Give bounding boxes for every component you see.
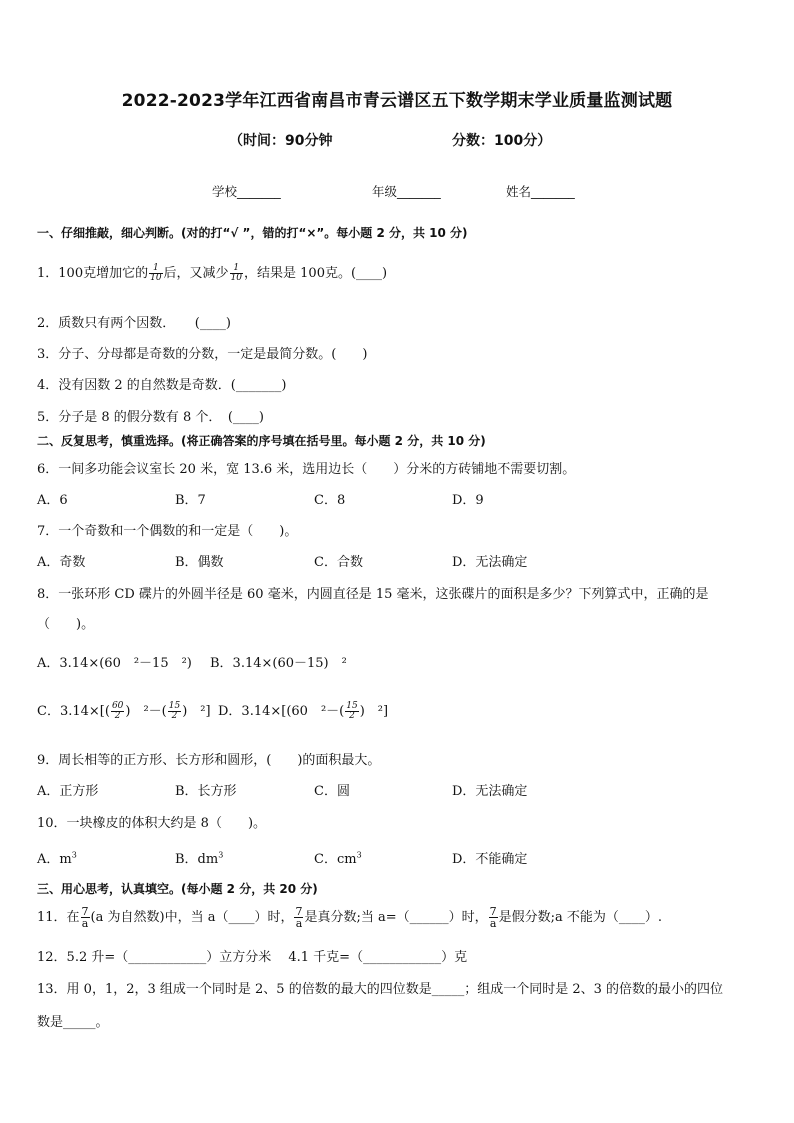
exponent: 3 <box>356 850 362 860</box>
q6-option-b: B．7 <box>175 493 206 508</box>
q8-c-pre: C．3.14×[( <box>37 704 110 719</box>
q9-option-b: B．长方形 <box>175 784 237 799</box>
denominator: 2 <box>349 711 355 721</box>
q6-option-c: C．8 <box>314 493 346 508</box>
fraction <box>149 264 162 283</box>
question-13-cont: 数是_____。 <box>37 1015 109 1030</box>
question-3: 3．分子、分母都是奇数的分数，一定是最简分数。( ) <box>37 347 368 362</box>
denominator: 10 <box>150 273 162 283</box>
numerator: 7 <box>295 905 303 918</box>
q11-part1: (a 为自然数)中，当 a（____）时， <box>90 910 294 925</box>
question-9: 9．周长相等的正方形、长方形和圆形，( )的面积最大。 <box>37 753 381 768</box>
numerator: 1 <box>149 264 162 274</box>
q11-pre: 11．在 <box>37 910 80 925</box>
exponent: 3 <box>218 850 224 860</box>
page-title: 2022-2023学年江西省南昌市青云谱区五下数学期末学业质量监测试题 <box>121 91 673 111</box>
q10-a-text: A．m <box>37 852 72 867</box>
question-2: 2．质数只有两个因数． (____) <box>37 316 231 331</box>
q6-option-d: D．9 <box>452 493 484 508</box>
section-1-heading: 一、仔细推敲，细心判断。(对的打“√ ”，错的打“×”。每小题 2 分，共 10 分) <box>37 226 468 240</box>
q9-option-d: D．无法确定 <box>452 784 528 799</box>
denominator: 2 <box>114 711 121 721</box>
q11-part2: 是真分数;当 a=（______）时， <box>304 910 488 925</box>
q10-option-b <box>175 848 223 867</box>
q7-option-b: B．偶数 <box>175 555 224 570</box>
question-11 <box>37 906 662 929</box>
score-label: 分数：100分） <box>452 133 552 149</box>
fraction <box>168 702 181 721</box>
q8-c-mid: ) ²－( <box>125 704 167 719</box>
fraction <box>345 702 358 721</box>
question-8: 8．一张环形 CD 碟片的外圆半径是 60 毫米，内圆直径是 15 毫米，这张碟片的面积是多少？下列算式中，正确的是 <box>37 587 709 602</box>
numerator: 60 <box>111 701 124 711</box>
q8-option-c <box>37 700 211 721</box>
q10-option-c <box>314 848 362 867</box>
numerator: 1 <box>230 264 243 274</box>
q10-b-text: B．dm <box>175 852 219 867</box>
q1-pre: 1．100克增加它的 <box>37 266 149 281</box>
school-field: 学校_______ <box>212 184 281 199</box>
q10-option-d: D．不能确定 <box>452 852 528 867</box>
question-8-cont: （ )。 <box>37 617 95 632</box>
denominator: a <box>489 917 497 930</box>
denominator: 2 <box>171 711 178 721</box>
q10-c-text: C．cm <box>314 852 357 867</box>
question-6: 6．一间多功能会议室长 20 米，宽 13.6 米，选用边长（ ）分米的方砖铺地不需要切割。 <box>37 462 576 477</box>
q9-option-a: A．正方形 <box>37 784 99 799</box>
numerator: 15 <box>346 701 358 711</box>
time-label: （时间：90分钟 <box>229 133 333 149</box>
numerator: 7 <box>81 905 89 918</box>
numerator: 7 <box>489 905 497 918</box>
question-13: 13．用 0，1，2，3 组成一个同时是 2、5 的倍数的最大的四位数是_____；组成一个同时是 2、3 的倍数的最小的四位 <box>37 982 724 997</box>
question-4: 4．没有因数 2 的自然数是奇数．(_______) <box>37 378 287 393</box>
q6-option-a: A．6 <box>37 493 68 508</box>
q7-option-a: A．奇数 <box>37 555 86 570</box>
q7-option-d: D．无法确定 <box>452 555 528 570</box>
exponent: 3 <box>71 850 77 860</box>
q8-c-post: ) ²] <box>182 704 211 719</box>
fraction <box>230 264 243 283</box>
numerator: 15 <box>168 701 181 711</box>
q9-option-c: C．圆 <box>314 784 350 799</box>
q10-option-a <box>37 848 77 867</box>
q8-option-d <box>218 700 388 721</box>
question-12: 12．5.2 升=（____________）立方分米 4.1 千克=（____________）克 <box>37 950 468 965</box>
q7-option-c: C．合数 <box>314 555 363 570</box>
q8-d-post: ) ²] <box>359 704 389 719</box>
q1-mid: 后，又减少 <box>163 266 229 281</box>
q8-option-a: A．3.14×(60 ²－15 ²) <box>37 656 192 671</box>
fraction <box>81 906 90 929</box>
denominator: a <box>81 917 89 930</box>
q8-d-pre: D．3.14×[(60 ²－( <box>218 704 345 719</box>
fraction <box>111 702 124 721</box>
question-1 <box>37 262 387 283</box>
denominator: 10 <box>230 273 243 283</box>
grade-field: 年级_______ <box>372 184 441 199</box>
fraction <box>489 906 498 929</box>
q1-post: ，结果是 100克。(____) <box>244 266 388 281</box>
name-field: 姓名_______ <box>506 184 575 199</box>
question-5: 5．分子是 8 的假分数有 8 个． (____) <box>37 410 264 425</box>
fraction <box>294 906 303 929</box>
question-7: 7．一个奇数和一个偶数的和一定是（ )。 <box>37 524 298 539</box>
question-10: 10．一块橡皮的体积大约是 8（ )。 <box>37 816 267 831</box>
section-2-heading: 二、反复思考，慎重选择。(将正确答案的序号填在括号里。每小题 2 分，共 10 分) <box>37 434 486 448</box>
q8-option-b: B．3.14×(60－15) ² <box>210 656 347 671</box>
section-3-heading: 三、用心思考，认真填空。(每小题 2 分，共 20 分) <box>37 882 318 896</box>
q11-part3: 是假分数;a 不能为（____）. <box>498 910 663 925</box>
denominator: a <box>295 917 303 930</box>
